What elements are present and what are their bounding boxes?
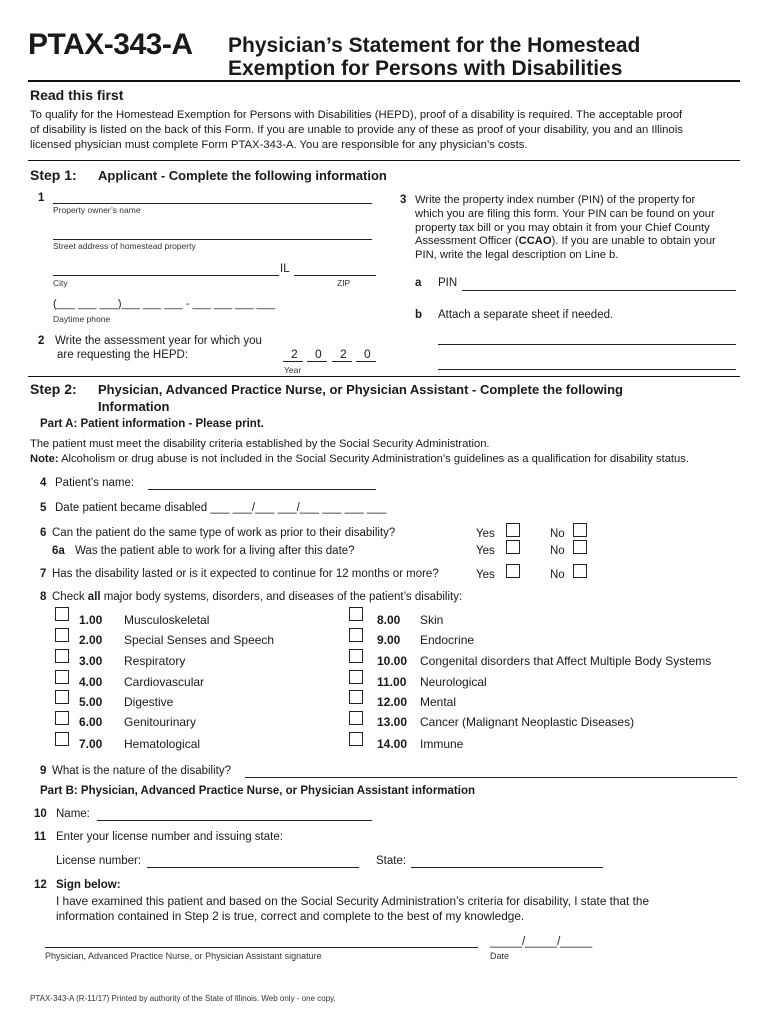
date-caption: Date (490, 951, 510, 961)
signature-date-field[interactable]: _____/_____/_____ (490, 936, 593, 948)
item3-line3: property tax bill or you may obtain it from your Chief County (415, 222, 710, 234)
year-digit-2[interactable]: 0 (315, 347, 322, 361)
q6-number: 6 (40, 527, 47, 539)
item3-line5: PIN, write the legal description on Line b. (415, 249, 619, 261)
year-caption: Year (284, 365, 302, 375)
body-system-11-code: 11.00 (377, 675, 407, 689)
owner-name-caption: Property owner’s name (53, 205, 141, 215)
body-system-4-name: Cardiovascular (124, 675, 205, 689)
phone-field[interactable]: (___ ___ ___)___ ___ ___ - ___ ___ ___ ___ (53, 298, 276, 310)
q8-prefix: Check (52, 591, 88, 603)
step2-title-line1: Physician, Advanced Practice Nurse, or Physician Assistant - Complete the following (98, 382, 623, 397)
signature-caption: Physician, Advanced Practice Nurse, or Physician Assistant signature (45, 951, 322, 961)
body-system-2-code: 2.00 (79, 633, 103, 647)
body-system-10-checkbox[interactable] (349, 649, 363, 663)
q6a-number: 6a (52, 545, 65, 557)
step1-title: Applicant - Complete the following information (98, 168, 387, 183)
body-system-14-checkbox[interactable] (349, 732, 363, 746)
body-system-13-name: Cancer (Malignant Neoplastic Diseases) (420, 715, 635, 729)
license-number-field[interactable] (147, 867, 359, 868)
partA-heading: Part A: Patient information - Please print. (40, 418, 264, 430)
item3-line4 (415, 235, 716, 247)
form-title-line2: Exemption for Persons with Disabilities (228, 57, 623, 80)
q12-number: 12 (34, 879, 47, 891)
intro-heading: Read this first (30, 87, 124, 103)
q8-suffix: major body systems, disorders, and diseases of the patient’s disability: (100, 591, 463, 603)
body-system-11-checkbox[interactable] (349, 670, 363, 684)
body-system-13-code: 13.00 (377, 715, 408, 729)
intro-line1: To qualify for the Homestead Exemption for Persons with Disabilities (HEPD), proof of a disability is required. The acceptable proof (30, 109, 683, 121)
signature-field[interactable] (45, 947, 478, 948)
street-address-caption: Street address of homestead property (53, 241, 196, 251)
intro-line2: of disability is listed on the back of this Form. If you are unable to provide any of these as proof of your disability, you and an Illinois (30, 124, 683, 136)
ccao-abbrev: CCAO (518, 235, 552, 247)
item2-line1: Write the assessment year for which you (55, 335, 262, 347)
item2-line2: are requesting the HEPD: (57, 349, 189, 361)
item2-number: 2 (38, 335, 45, 347)
body-system-7-checkbox[interactable] (55, 732, 69, 746)
item3-line4-end: ). If you are unable to obtain your (551, 235, 716, 247)
body-system-11-name: Neurological (420, 675, 487, 689)
body-system-5-code: 5.00 (79, 695, 103, 709)
state-prefill: IL (280, 263, 290, 275)
q6a-yes-label: Yes (476, 545, 495, 557)
q10-label: Name: (56, 808, 90, 820)
license-state-field[interactable] (411, 867, 603, 868)
q9-number: 9 (40, 765, 47, 777)
pin-label: PIN (438, 277, 458, 289)
q9-label: What is the nature of the disability? (52, 765, 231, 777)
form-number: PTAX-343-A (28, 28, 193, 61)
year-digit-1[interactable]: 2 (291, 347, 298, 361)
body-system-1-code: 1.00 (79, 613, 103, 627)
q6a-label: Was the patient able to work for a living after this date? (75, 545, 355, 557)
body-system-12-code: 12.00 (377, 695, 408, 709)
q11-number: 11 (34, 831, 47, 843)
zip-caption: ZIP (337, 278, 351, 288)
body-system-2-checkbox[interactable] (55, 628, 69, 642)
q6-label: Can the patient do the same type of work as prior to their disability? (52, 527, 396, 539)
q8-all: all (87, 591, 101, 603)
item3a-letter: a (415, 277, 422, 289)
note-label: Note: (30, 453, 59, 465)
body-system-13-checkbox[interactable] (349, 711, 363, 725)
body-system-14-name: Immune (420, 737, 464, 751)
body-system-3-checkbox[interactable] (55, 649, 69, 663)
body-system-10-name: Congenital disorders that Affect Multiple Body Systems (420, 654, 712, 668)
body-system-2-name: Special Senses and Speech (124, 633, 275, 647)
year-underline-2 (307, 361, 327, 362)
q7-yes-label: Yes (476, 569, 495, 581)
body-system-12-checkbox[interactable] (349, 690, 363, 704)
body-system-10-code: 10.00 (377, 654, 408, 668)
body-system-3-name: Respiratory (124, 654, 186, 668)
q7-label: Has the disability lasted or is it expected to continue for 12 months or more? (52, 568, 439, 580)
disability-nature-field[interactable] (245, 777, 737, 778)
legal-description-line-2[interactable] (438, 369, 736, 370)
item3-number: 3 (400, 194, 407, 206)
body-system-6-code: 6.00 (79, 715, 103, 729)
item3-line1: Write the property index number (PIN) of the property for (415, 194, 696, 206)
step1-label: Step 1: (30, 167, 77, 183)
q11-label: Enter your license number and issuing state: (56, 831, 283, 843)
date-disabled-field[interactable]: Date patient became disabled ___ ___/___ ___/___ ___ ___ ___ (55, 502, 387, 514)
body-system-8-checkbox[interactable] (349, 607, 363, 621)
body-system-4-checkbox[interactable] (55, 670, 69, 684)
intro-rule (28, 160, 740, 161)
step2-label: Step 2: (30, 381, 77, 397)
body-system-5-name: Digestive (124, 695, 174, 709)
q7-no-checkbox[interactable] (573, 564, 587, 578)
footer-text: PTAX-343-A (R-11/17) Printed by authority of the State of Illinois. Web only - one copy. (30, 994, 336, 1003)
body-system-8-code: 8.00 (377, 613, 401, 627)
pin-field[interactable] (462, 290, 736, 291)
q12-label: Sign below: (56, 879, 121, 891)
body-system-12-name: Mental (420, 695, 457, 709)
body-system-14-code: 14.00 (377, 737, 408, 751)
year-digit-4[interactable]: 0 (364, 347, 371, 361)
q10-number: 10 (34, 808, 47, 820)
attestation-line1: I have examined this patient and based on the Social Security Administration’s criteria for disability, I state that the (56, 894, 650, 908)
q4-number: 4 (40, 477, 47, 489)
q5-number: 5 (40, 502, 47, 514)
q6a-yes-checkbox[interactable] (506, 540, 520, 554)
legal-description-line-1[interactable] (438, 344, 736, 345)
body-system-9-name: Endocrine (420, 633, 475, 647)
q6-no-label: No (550, 528, 565, 540)
step2-title-line2: Information (98, 399, 170, 414)
note-text (30, 453, 689, 465)
license-label: License number: (56, 855, 142, 867)
phone-caption: Daytime phone (53, 314, 111, 324)
criteria-text: The patient must meet the disability criteria established by the Social Security Administration. (30, 438, 490, 450)
body-system-3-code: 3.00 (79, 654, 103, 668)
q7-no-label: No (550, 569, 565, 581)
owner-name-field[interactable] (53, 203, 372, 204)
body-system-6-checkbox[interactable] (55, 711, 69, 725)
q4-label: Patient’s name: (55, 477, 135, 489)
step1-rule (28, 376, 740, 377)
q8-label (52, 591, 462, 603)
city-caption: City (53, 278, 68, 288)
item3b-label: Attach a separate sheet if needed. (438, 309, 614, 321)
state-label: State: (376, 855, 407, 867)
q7-number: 7 (40, 568, 47, 580)
q6-yes-label: Yes (476, 528, 495, 540)
year-underline-1 (283, 361, 303, 362)
year-digit-3[interactable]: 2 (340, 347, 347, 361)
note-body: Alcoholism or drug abuse is not included in the Social Security Administration’s guidelines as a qualification for disability status. (58, 453, 689, 465)
body-system-6-name: Genitourinary (124, 715, 197, 729)
item3-line2: which you are filing this form. Your PIN can be found on your (415, 208, 715, 220)
line1-number: 1 (38, 192, 45, 204)
body-system-7-code: 7.00 (79, 737, 103, 751)
item3b-letter: b (415, 309, 423, 321)
q6-yes-checkbox[interactable] (506, 523, 520, 537)
intro-line3: licensed physician must complete Form PTAX-343-A. You are responsible for any physician’s costs. (30, 139, 528, 151)
item3-line4-start: Assessment Officer ( (415, 235, 519, 247)
body-system-8-name: Skin (420, 613, 444, 627)
attestation-line2: information contained in Step 2 is true, correct and complete to the best of my knowledge. (56, 909, 525, 923)
q6a-no-label: No (550, 545, 565, 557)
q6-no-checkbox[interactable] (573, 523, 587, 537)
body-system-7-name: Hematological (124, 737, 201, 751)
year-underline-4 (356, 361, 376, 362)
patient-name-field[interactable] (148, 489, 376, 490)
year-underline-3 (332, 361, 352, 362)
q8-number: 8 (40, 591, 47, 603)
body-system-4-code: 4.00 (79, 675, 103, 689)
city-field[interactable] (53, 275, 279, 276)
body-system-5-checkbox[interactable] (55, 690, 69, 704)
body-system-1-name: Musculoskeletal (124, 613, 210, 627)
form-title-line1: Physician’s Statement for the Homestead (228, 34, 641, 57)
partB-heading: Part B: Physician, Advanced Practice Nurse, or Physician Assistant information (40, 785, 476, 797)
physician-name-field[interactable] (97, 820, 372, 821)
body-system-9-checkbox[interactable] (349, 628, 363, 642)
body-system-9-code: 9.00 (377, 633, 401, 647)
q6a-no-checkbox[interactable] (573, 540, 587, 554)
header-rule (28, 80, 740, 82)
zip-field[interactable] (294, 275, 376, 276)
street-address-field[interactable] (53, 239, 372, 240)
q7-yes-checkbox[interactable] (506, 564, 520, 578)
body-system-1-checkbox[interactable] (55, 607, 69, 621)
